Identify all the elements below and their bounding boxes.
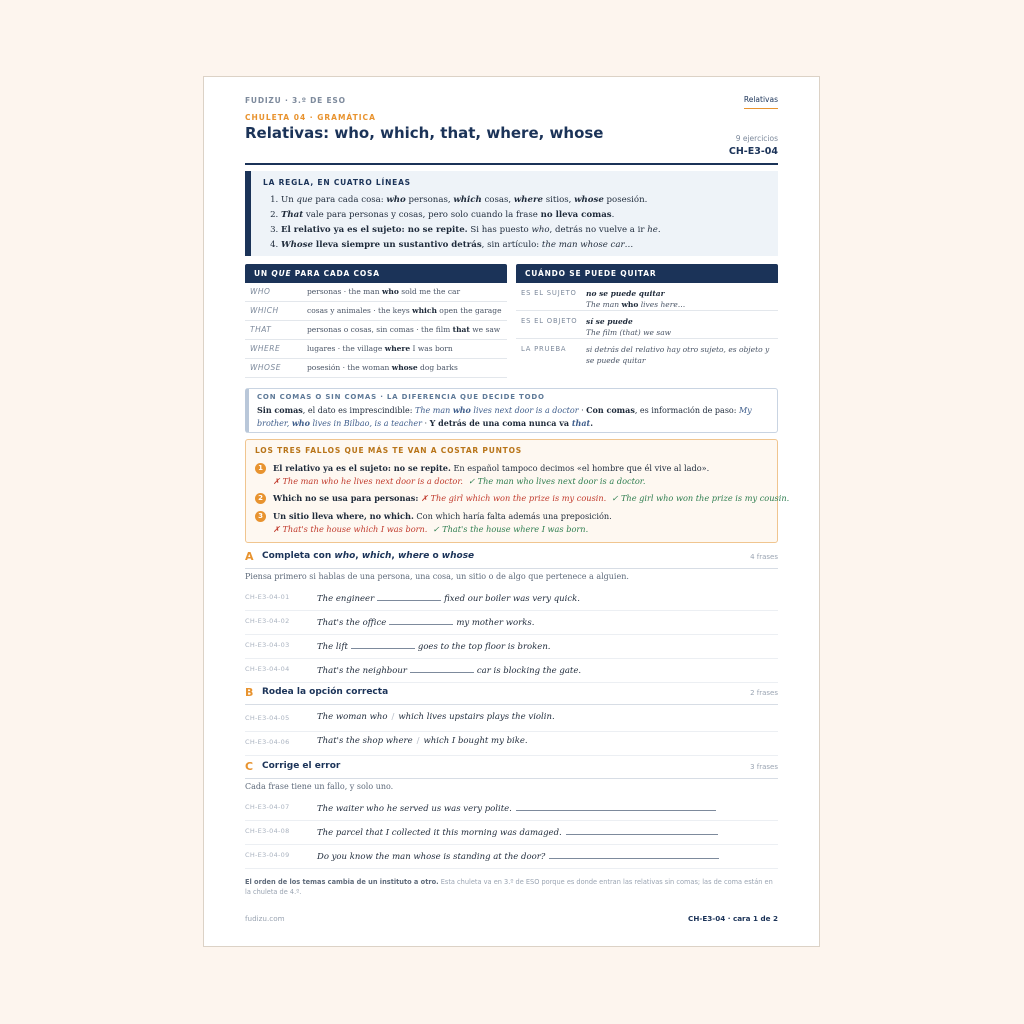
footer-note: El orden de los temas cambia de un instituto a otro. Esta chuleta va en 3.º de ESO porque es donde entran las relativas sin comas; las de coma están en la chuleta de 4.º. [245,878,773,896]
section-a-header [245,550,778,569]
mistake-item: 1 El relativo ya es el sujeto: no se repite. En español tampoco decimos «el hombre que él vive al lado». ✗ The man who he lives next door is a doctor. ✓ The man who lives next door is a doctor. [255,462,709,488]
exercise-code: CH-E3-04-01 [245,593,290,601]
relative-word: WHOSE [250,363,281,372]
relative-word: WHICH [250,306,279,315]
topic-label: Relativas [744,95,778,109]
table-row [516,311,778,339]
exercise-text: The engineer fixed our boiler was very quick. [317,591,580,604]
rule-list [263,193,778,253]
wrong-example: ✗ That's the house which I was born. [273,524,428,534]
relative-usage: personas · the man who sold me the car [307,287,461,296]
brand-label: FUDIZU · 3.º DE ESO [245,96,346,105]
relative-usage: lugares · the village where I was born [307,344,453,353]
rule-line: 4. Whose lleva siempre un sustantivo detrás, sin artículo: the man whose car… [281,238,778,253]
relatives-table [245,264,507,378]
exercise-text: That's the office my mother works. [317,615,534,628]
exercise-code: CH-E3-04-06 [245,738,290,746]
section-title: Completa con who, which, where o whose [262,551,475,561]
exercise-row [245,658,778,683]
mistake-number: 2 [255,493,266,504]
mistake-item: 2 Which no se usa para personas: ✗ The girl which won the prize is my cousin. ✓ The girl who won the prize is my cousin. [255,492,789,505]
exercise-code: CH-E3-04-05 [245,714,290,722]
kicker-label: CHULETA 04 · GRAMÁTICA [245,113,376,122]
exercise-code: CH-E3-04-03 [245,641,290,649]
case-label: ES EL SUJETO [521,289,577,297]
exercise-text: The waiter who he served us was very polite. [317,801,716,814]
rule-line: 1. Un que para cada cosa: who personas, which cosas, where sitios, whose posesión. [281,193,778,208]
exercise-row [245,820,778,845]
case-detail: sí se puede The film (that) we saw [586,317,672,337]
header-divider [245,163,778,165]
table-row [516,283,778,311]
footer-page: CH-E3-04 · cara 1 de 2 [688,914,778,923]
mistakes-box [245,439,790,543]
section-b-header [245,686,778,705]
exercise-text: The parcel that I collected it this morning was damaged. [317,825,718,838]
relative-word: WHO [250,287,271,296]
exercise-row [245,610,778,635]
mistake-number: 3 [255,511,266,522]
correct-example: ✓ The man who lives next door is a doctor. [468,476,646,486]
mistakes-box-heading: LOS TRES FALLOS QUE MÁS TE VAN A COSTAR PUNTOS [255,446,522,455]
wrong-example: ✗ The girl which won the prize is my cousin. [421,493,607,503]
relative-usage: posesión · the woman whose dog barks [307,363,458,372]
correction-blank[interactable] [516,801,716,811]
correct-example: ✓ The girl who won the prize is my cousin. [611,493,790,503]
exercise-text: Do you know the man whose is standing at the door? [317,849,719,862]
table-row [245,302,507,321]
exercise-code: CH-E3-04-08 [245,827,290,835]
relative-word: THAT [250,325,272,334]
option-a[interactable]: That's the shop where [317,736,413,746]
answer-blank[interactable] [377,591,441,601]
exercise-row [245,844,778,869]
rule-line: 2. That vale para personas y cosas, pero solo cuando la frase no lleva comas. [281,208,778,223]
answer-blank[interactable] [410,663,474,673]
table-row [245,340,507,359]
section-count: 3 frases [750,763,778,771]
case-detail: no se puede quitar The man who lives here… [586,289,686,309]
exercise-code: CH-E3-04-09 [245,851,290,859]
table-row [245,359,507,378]
rule-box [245,171,778,256]
exercise-code: CH-E3-04-07 [245,803,290,811]
exercise-row [245,634,778,659]
relative-usage: personas o cosas, sin comas · the film that we saw [307,325,501,334]
rule-line: 3. El relativo ya es el sujeto: no se repite. Si has puesto who, detrás no vuelve a ir he. [281,223,778,238]
table-row [516,339,778,366]
commas-box-heading: CON COMAS O SIN COMAS · LA DIFERENCIA QUE DECIDE TODO [257,393,545,401]
commas-box [245,388,778,433]
table-row [245,321,507,340]
page-title: Relativas: who, which, that, where, whose [245,124,604,142]
exercise-text: That's the neighbour car is blocking the gate. [317,663,581,676]
exercise-text [317,712,555,722]
section-title: Corrige el error [262,761,341,771]
mistake-number: 1 [255,463,266,474]
correct-example: ✓ That's the house where I was born. [432,524,589,534]
mistake-item: 3 Un sitio lleva where, no which. Con which haría falta además una preposición. ✗ That's the house which I was born. ✓ That's the house where I was born. [255,510,612,536]
option-b[interactable]: which lives upstairs plays the violin. [398,712,555,722]
relatives-table-heading: UN QUE PARA CADA COSA [245,264,507,283]
case-label: LA PRUEBA [521,345,567,353]
page-content [245,77,790,946]
option-b[interactable]: which I bought my bike. [423,736,528,746]
exercise-row [245,731,778,756]
option-separator: / [391,712,395,722]
footer-site: fudizu.com [245,914,285,923]
correction-blank[interactable] [549,849,719,859]
option-separator: / [416,736,420,746]
relative-word: WHERE [250,344,281,353]
answer-blank[interactable] [389,615,453,625]
omission-table-heading: CUÁNDO SE PUEDE QUITAR [516,264,778,283]
table-row [245,283,507,302]
correction-blank[interactable] [566,825,718,835]
exercise-row [245,586,778,611]
exercise-text: The lift goes to the top floor is broken. [317,639,551,652]
relative-usage: cosas y animales · the keys which open the garage [307,306,502,315]
wrong-example: ✗ The man who he lives next door is a doctor. [273,476,463,486]
exercise-code: CH-E3-04-02 [245,617,290,625]
sheet-code: CH-E3-04 [728,146,778,157]
section-a-note: Piensa primero si hablas de una persona, una cosa, un sitio o de algo que pertenece a alguien. [245,572,629,581]
exercise-row [245,707,778,732]
exercise-count: 9 ejercicios [735,134,778,143]
answer-blank[interactable] [351,639,415,649]
section-letter: C [245,760,254,773]
section-title: Rodea la opción correcta [262,687,389,697]
commas-box-text: Sin comas, el dato es imprescindible: The man who lives next door is a doctor · Con comas, es información de paso: My brother, who lives in Bilbao, is a teacher · Y detrás de una coma nunca va that. [257,405,752,428]
section-c-header [245,760,778,779]
section-count: 4 frases [750,553,778,561]
case-label: ES EL OBJETO [521,317,578,325]
section-c-note: Cada frase tiene un fallo, y solo uno. [245,782,394,791]
rule-box-heading: LA REGLA, EN CUATRO LÍNEAS [263,178,411,187]
section-count: 2 frases [750,689,778,697]
omission-table [516,264,778,366]
exercise-code: CH-E3-04-04 [245,665,290,673]
case-detail: si detrás del relativo hay otro sujeto, es objeto y se puede quitar [586,345,770,365]
exercise-text [317,736,528,746]
section-letter: A [245,550,254,563]
exercise-row [245,796,778,821]
option-a[interactable]: The woman who [317,712,388,722]
section-letter: B [245,686,254,699]
worksheet-page [203,76,820,947]
